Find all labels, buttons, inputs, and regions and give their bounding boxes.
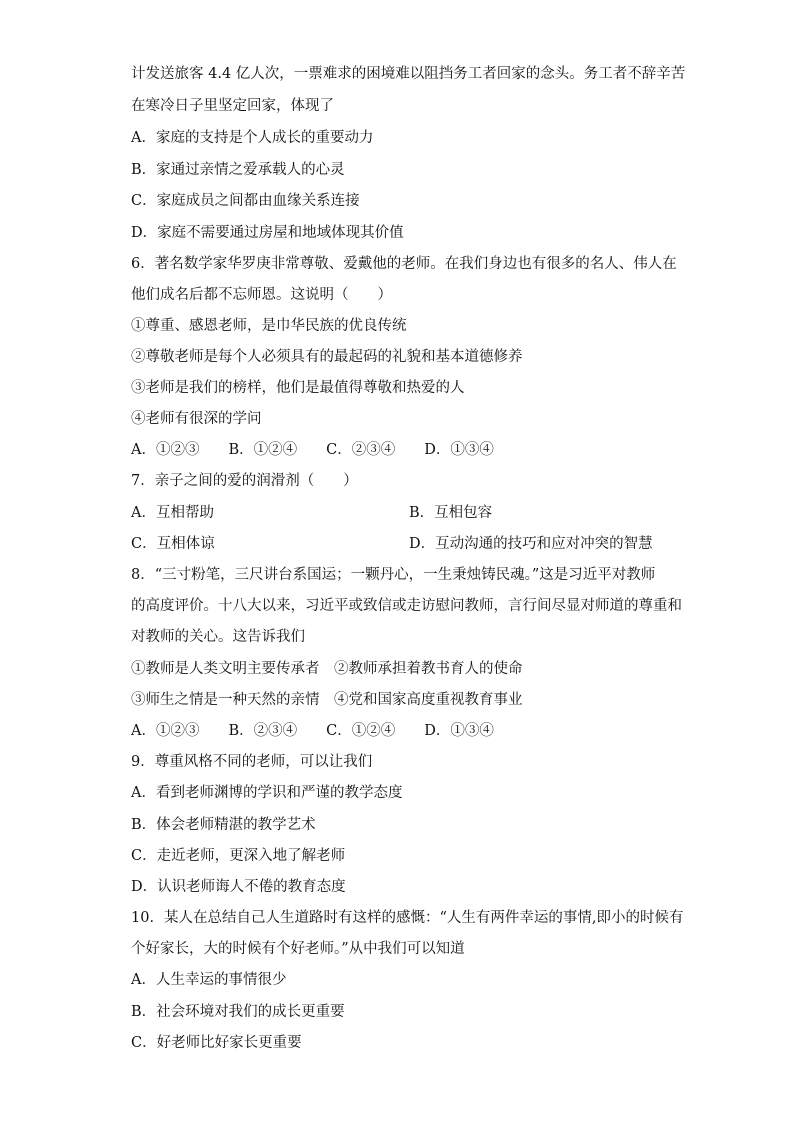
q9-option-d: D．认识老师诲人不倦的教育态度 bbox=[131, 879, 346, 895]
q9-stem: 9．尊重风格不同的老师，可以让我们 bbox=[131, 754, 373, 770]
q9-option-a: A．看到老师渊博的学识和严谨的教学态度 bbox=[131, 785, 403, 801]
text-line: 在寒冷日子里坚定回家，体现了 bbox=[131, 98, 334, 114]
q10-option-a: A．人生幸运的事情很少 bbox=[131, 972, 287, 988]
q8-statement: ①教师是人类文明主要传承者 ②教师承担着教书育人的使命 bbox=[131, 661, 523, 677]
q6-stem: 6．著名数学家华罗庚非常尊敬、爱戴他的老师。在我们身边也有很多的名人、伟人在 bbox=[131, 256, 677, 272]
q9-option-b: B．体会老师精湛的教学艺术 bbox=[131, 817, 316, 833]
q6-options: A．①②③ B．①②④ C．②③④ D．①③④ bbox=[131, 442, 494, 458]
text-line: 计发送旅客 4.4 亿人次，一票难求的困境难以阻挡务工者回家的念头。务工者不辞辛苦 bbox=[131, 66, 686, 82]
q10-option-c: C．好老师比好家长更重要 bbox=[131, 1035, 302, 1051]
q5-option-b: B．家通过亲情之爱承载人的心灵 bbox=[131, 162, 345, 178]
q6-statement: ④老师有很深的学问 bbox=[131, 411, 262, 427]
q5-option-c: C．家庭成员之间都由血缘关系连接 bbox=[131, 193, 360, 209]
q10-option-b: B．社会环境对我们的成长更重要 bbox=[131, 1004, 345, 1020]
q7-option-c: C．互相体谅 bbox=[131, 536, 215, 552]
q8-statement: ③师生之情是一种天然的亲情 ④党和国家高度重视教育事业 bbox=[131, 692, 523, 708]
q6-statement: ③老师是我们的榜样，他们是最值得尊敬和热爱的人 bbox=[131, 380, 465, 396]
q8-stem: 的高度评价。十八大以来，习近平或致信或走访慰问教师，言行间尽显对师道的尊重和 bbox=[131, 598, 682, 614]
q6-stem: 他们成名后都不忘师恩。这说明（ ） bbox=[131, 287, 392, 303]
q10-stem: 10．某人在总结自己人生道路时有这样的感慨：“人生有两件幸运的事情,即小的时候有 bbox=[131, 910, 684, 926]
q9-option-c: C．走近老师，更深入地了解老师 bbox=[131, 848, 346, 864]
q8-stem: 对教师的关心。这告诉我们 bbox=[131, 629, 305, 645]
q6-statement: ①尊重、感恩老师，是巾华民族的优良传统 bbox=[131, 318, 407, 334]
q7-option-b: B．互相包容 bbox=[409, 505, 493, 521]
q10-stem: 个好家长，大的时候有个好老师。”从中我们可以知道 bbox=[131, 941, 465, 957]
q5-option-d: D．家庭不需要通过房屋和地域体现其价值 bbox=[131, 225, 404, 241]
q8-options: A．①②③ B．②③④ C．①②④ D．①③④ bbox=[131, 723, 494, 739]
q7-stem: 7．亲子之间的爱的润滑剂（ ） bbox=[131, 473, 358, 489]
q7-option-d: D．互动沟通的技巧和应对冲突的智慧 bbox=[409, 536, 653, 552]
q8-stem: 8．“三寸粉笔，三尺讲台系国运；一颗丹心，一生秉烛铸民魂。”这是习近平对教师 bbox=[131, 567, 656, 583]
q6-statement: ②尊敬老师是每个人必须具有的最起码的礼貌和基本道德修养 bbox=[131, 349, 523, 365]
q5-option-a: A．家庭的支持是个人成长的重要动力 bbox=[131, 130, 374, 146]
q7-option-a: A．互相帮助 bbox=[131, 505, 214, 521]
